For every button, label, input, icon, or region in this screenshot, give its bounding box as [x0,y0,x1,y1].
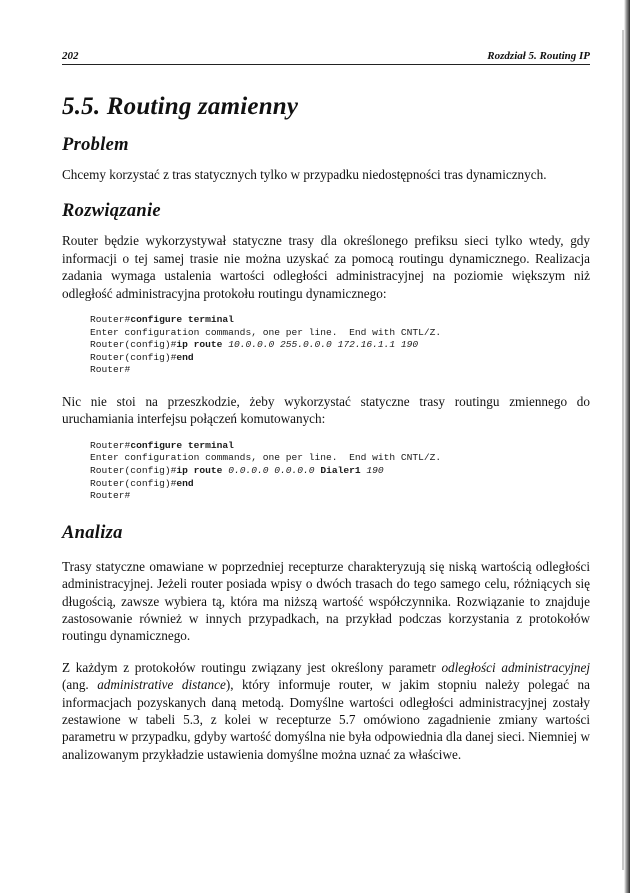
code-block-1: Router#configure terminal Enter configuration commands, one per line. End with CNTL/Z. Router(config)#ip route 10.0.0.0 255.0.0.0 172.16.1.1 190 Router(config)#end Router# [90,314,442,376]
scan-edge-line [622,30,624,870]
section-title: 5.5. Routing zamienny [62,93,299,120]
problem-heading: Problem [62,135,129,155]
analysis-heading: Analiza [62,522,123,543]
scan-edge-shadow [624,0,630,893]
term-administrative-distance-pl: odległości administracyjnej [441,659,590,675]
code-block-2: Router#configure terminal Enter configuration commands, one per line. End with CNTL/Z. Router(config)#ip route 0.0.0.0 0.0.0.0 Dialer1 190 Router(config)#end Router# [90,439,442,502]
analysis-paragraph-2: Z każdym z protokołów routingu związany jest określony parametr odległości administracyjnej (ang. administrative distance), który informuje router, w jakim stopniu należy polegać na informacjach pozyskanych daną metodą. Domyślne wartości odległości administracyjnej zostały zestawione w tabeli 5.3, z kolei w recepturze 5.7 omówiono zagadnienie zmiany wartości parametru w przypadku, gdyby wartość domyślna nie była odpowiednia dla danej sieci. Niemniej w analizowanym przykładzie ustawienia domyślne można uznać za właściwe. [62,659,591,762]
running-header [62,50,590,65]
book-page [62,50,590,763]
chapter-title: Rozdział 5. Routing IP [487,50,590,62]
solution-paragraph-1: Router będzie wykorzystywał statyczne trasy dla określonego prefiksu sieci tylko wtedy, gdy informacji o tej samej trasie nie można uzyskać za pomocą routingu dynamicznego. Realizacja zadania wymaga ustalenia wartości odległości administracyjnej na poziomie większym niż odległość administracyjna protokołu routingu dynamicznego: [62,233,590,301]
page-number: 202 [62,50,79,62]
solution-paragraph-2: Nic nie stoi na przeszkodzie, żeby wykorzystać statyczne trasy routingu zmiennego do uruchamiania interfejsu połączeń komutowanych: [62,394,590,427]
solution-heading: Rozwiązanie [62,201,161,222]
term-administrative-distance-en: administrative distance [97,677,226,693]
analysis-paragraph-1: Trasy statyczne omawiane w poprzedniej recepturze charakteryzują się niską wartością odległości administracyjnej. Jeżeli router posiada wpisy o dwóch trasach do tego samego celu, różniących się długością, zawsze wybiera tą, która ma niższą wartość współczynnika. Rozwiązanie to znajduje zastosowanie również w innych przypadkach, na przykład podczas korzystania z protokołów routingu dynamicznego. [62,558,590,644]
problem-text: Chcemy korzystać z tras statycznych tylko w przypadku niedostępności tras dynamicznych. [62,167,547,182]
